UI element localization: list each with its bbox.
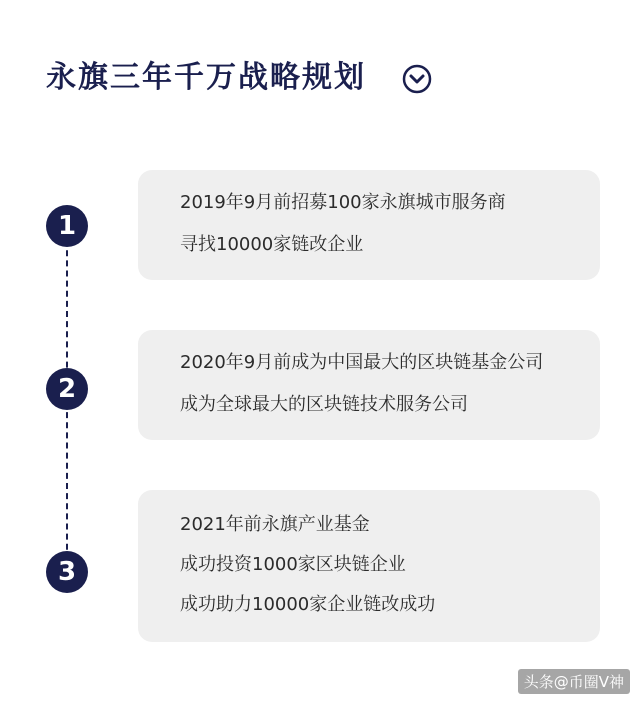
step-number-3: 3: [46, 551, 88, 593]
chevron-down-circle-icon: [402, 64, 432, 94]
step-3-line-3: 成功助力10000家企业链改成功: [180, 594, 436, 615]
step-number-1: 1: [46, 205, 88, 247]
step-3-line-2: 成功投资1000家区块链企业: [180, 554, 406, 575]
step-card-3: [138, 490, 600, 642]
step-3-line-1: 2021年前永旗产业基金: [180, 514, 370, 535]
step-card-1: [138, 170, 600, 280]
step-2-line-1: 2020年9月前成为中国最大的区块链基金公司: [180, 352, 544, 373]
page-title: 永旗三年千万战略规划: [46, 60, 366, 95]
step-number-2: 2: [46, 368, 88, 410]
step-2-line-2: 成为全球最大的区块链技术服务公司: [180, 394, 468, 415]
watermark: 头条@币圈V神: [518, 669, 630, 694]
step-card-2: [138, 330, 600, 440]
step-1-line-1: 2019年9月前招募100家永旗城市服务商: [180, 192, 506, 213]
step-1-line-2: 寻找10000家链改企业: [180, 234, 364, 255]
